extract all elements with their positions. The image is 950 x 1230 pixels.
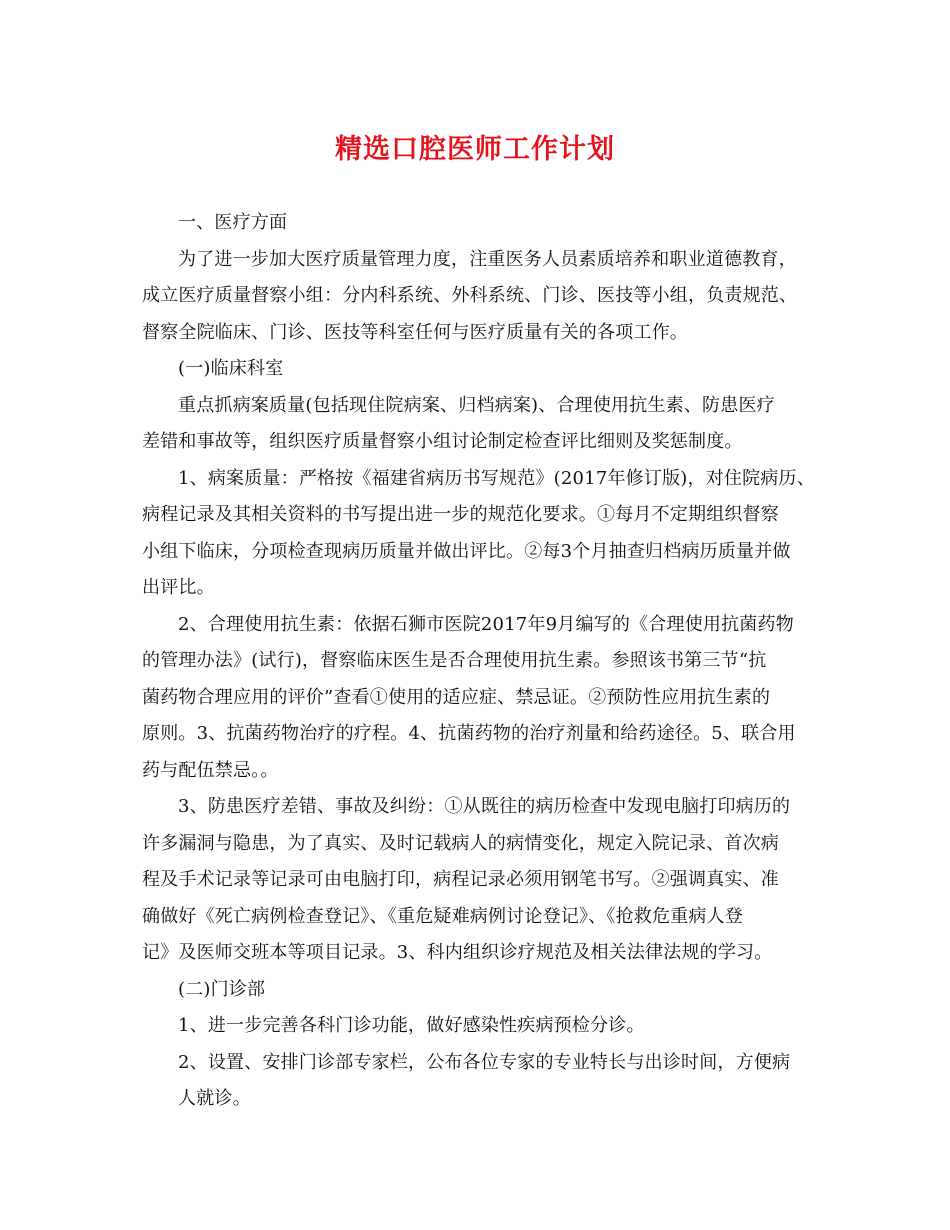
body-line: 药与配伍禁忌。。 bbox=[142, 759, 279, 781]
body-line: 原则。3、抗菌药物治疗的疗程。4、抗菌药物的治疗剂量和给药途径。5、联合用 bbox=[142, 723, 796, 744]
body-line: 记》及医师交班本等项目记录。3、科内组织诊疗规范及相关法律法规的学习。 bbox=[142, 942, 773, 963]
document-body bbox=[142, 205, 814, 1118]
body-line: 出评比。 bbox=[142, 577, 215, 598]
body-line: 确做好《死亡病例检查登记》、《重危疑难病例讨论登记》、《抢救危重病人登 bbox=[142, 905, 743, 927]
body-line: (一)临床科室 bbox=[178, 358, 284, 379]
document-title: 精选口腔医师工作计划 bbox=[335, 134, 615, 165]
body-line: 一、医疗方面 bbox=[178, 212, 288, 233]
body-line: 菌药物合理应用的评价”查看①使用的适应症、禁忌证。②预防性应用抗生素的 bbox=[142, 686, 771, 708]
body-line: 病程记录及其相关资料的书写提出进一步的规范化要求。①每月不定期组织督察 bbox=[142, 504, 779, 525]
body-line: 重点抓病案质量(包括现住院病案、归档病案)、合理使用抗生素、防患医疗 bbox=[178, 394, 775, 416]
body-line: 程及手术记录等记录可由电脑打印，病程记录必须用钢笔书写。②强调真实、准 bbox=[142, 869, 779, 890]
body-line: 小组下临床，分项检查现病历质量并做出评比。②每3个月抽查归档病历质量并做 bbox=[142, 540, 791, 562]
body-line: 差错和事故等，组织医疗质量督察小组讨论制定检查评比细则及奖惩制度。 bbox=[142, 431, 743, 452]
body-line: 许多漏洞与隐患，为了真实、及时记载病人的病情变化，规定入院记录、首次病 bbox=[142, 832, 779, 854]
body-line: 督察全院临床、门诊、医技等科室任何与医疗质量有关的各项工作。 bbox=[142, 321, 688, 343]
body-line: 人就诊。 bbox=[178, 1088, 251, 1109]
body-line: 3、防患医疗差错、事故及纠纷：①从既往的病历检查中发现电脑打印病历的 bbox=[178, 796, 791, 817]
body-line: 的管理办法》(试行)，督察临床医生是否合理使用抗生素。参照该书第三节“抗 bbox=[142, 650, 767, 671]
body-line: 为了进一步加大医疗质量管理力度，注重医务人员素质培养和职业道德教育， bbox=[178, 248, 797, 270]
body-line: 1、病案质量：严格按《福建省病历书写规范》(2017年修订版)，对住院病历、 bbox=[178, 467, 815, 489]
body-line: 2、设置、安排门诊部专家栏，公布各位专家的专业特长与出诊时间，方便病 bbox=[178, 1051, 791, 1073]
body-line: 2、合理使用抗生素：依据石狮市医院2017年9月编写的《合理使用抗菌药物 bbox=[178, 613, 794, 635]
body-line: 1、进一步完善各科门诊功能，做好感染性疾病预检分诊。 bbox=[178, 1015, 645, 1036]
body-line: (二)门诊部 bbox=[178, 978, 266, 1000]
body-line: 成立医疗质量督察小组：分内科系统、外科系统、门诊、医技等小组，负责规范、 bbox=[142, 285, 798, 306]
